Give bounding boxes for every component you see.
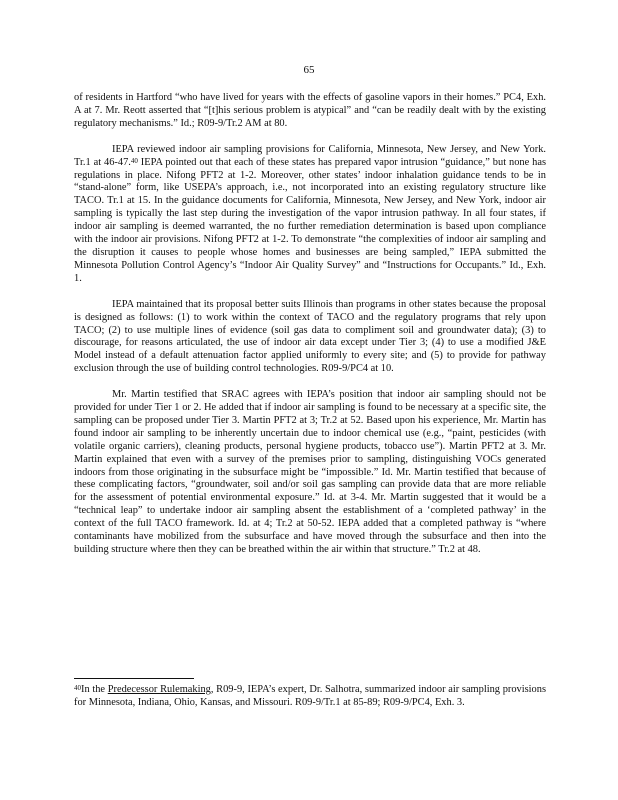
paragraph-martin-testimony: Mr. Martin testified that SRAC agrees with IEPA’s position that indoor air sampling should not be provided for under Tier 1 or 2. He added that if indoor air sampling is found to be necessary at a specific site, the sampling can be proposed under Tier 3. Martin PFT2 at 3; Tr.2 at 52. Based upon his experience, Mr. Martin has found indoor air sampling to be inherently uncertain due to indoor chemical use (e.g., “paint, pesticides (with volatile organic carriers), cleaning products, personal hygiene products, tobacco use”). Martin PFT2 at 3. Mr. Martin explained that even with a survey of the premises prior to sampling, distinguishing VOCs generated indoors from those originating in the subsurface might be “impossible.” Id. Mr. Martin testified that because of these complicating factors, “groundwater, soil and/or soil gas sampling can provide data that are more reliable for the assessment of potential environmental exposure.” Id. at 3-4. Mr. Martin suggested that it would be a “technical leap” to undertake indoor air sampling absent the establishment of a ‘completed pathway’ in the context of the full TACO framework. Id. at 4; Tr.2 at 50-52. IEPA added that a completed pathway is “where contaminants have mobilized from the subsurface and have moved through the subsurface and then into the building structure where then they can be breathed within the air within that structure.” Tr.2 at 48. bbox=[74, 389, 546, 555]
footnote-text: In the bbox=[81, 684, 108, 695]
document-body bbox=[74, 92, 546, 570]
paragraph-iepa-proposal: IEPA maintained that its proposal better suits Illinois than programs in other states because the proposal is designed as follows: (1) to work within the context of TACO and the regulatory programs that rely upon TACO; (2) to use multiple lines of evidence (soil gas data to compliment soil and groundwater data); (3) to discourage, for reasons articulated, the use of indoor air data except under Tier 3; (4) to use a modified J&E Model instead of a default attenuation factor applied uniformly to every site; and (5) to provide for pathway exclusion through the use of building control technologies. R09-9/PC4 at 10. bbox=[74, 298, 546, 375]
paragraph-text: IEPA reviewed indoor air sampling provisions for California, Minnesota, New Jersey, and New York. Tr.1 at 46-47. bbox=[74, 143, 546, 168]
footnote-reference: 40 bbox=[130, 156, 138, 165]
footnote-number: 40 bbox=[74, 684, 81, 692]
paragraph-iepa-review bbox=[74, 144, 546, 286]
paragraph-text: IEPA pointed out that each of these states has prepared vapor intrusion “guidance,” but none has regulations in place. Nifong PFT2 at 1-2. Moreover, other states’ indoor inhalation guidance tends to be in “stand-alone” form, like USEPA’s approach, i.e., not incorporated into an existing regulatory structure like TACO. Tr.1 at 15. In the guidance documents for California, Minnesota, New Jersey, and New York, indoor air sampling is typically the last step during the investigation of the vapor intrusion pathway. In all four states, if indoor air sampling is deemed warranted, the no further remediation determination is based upon compliance with the indoor air provisions. Nifong PFT2 at 1-2. To demonstrate “the complexities of indoor air sampling and the disruption it causes to people whose homes and businesses are being sampled,” IEPA submitted the Minnesota Pollution Control Agency’s “Indoor Air Quality Survey” and “Instructions for Occupants.” Id., Exh. 1. bbox=[74, 156, 546, 284]
page-number: 65 bbox=[303, 64, 315, 76]
footnote bbox=[74, 684, 546, 710]
footnote-text: , R09-9, IEPA’s expert, Dr. Salhotra, summarized indoor air sampling provisions for Minnesota, Indiana, Ohio, Kansas, and Missouri. R09-9/Tr.1 at 85-89; R09-9/PC4, Exh. 3. bbox=[74, 684, 546, 708]
footnote-case-name: Predecessor Rulemaking bbox=[107, 684, 211, 695]
paragraph-continuation: of residents in Hartford “who have lived for years with the effects of gasoline vapors in their homes.” PC4, Exh. A at 7. Mr. Reott asserted that “[t]his serious problem is atypical” and “can be readily dealt with by the existing regulatory mechanisms.” Id.; R09-9/Tr.2 AM at 80. bbox=[74, 92, 546, 129]
footnote-divider bbox=[74, 678, 194, 679]
